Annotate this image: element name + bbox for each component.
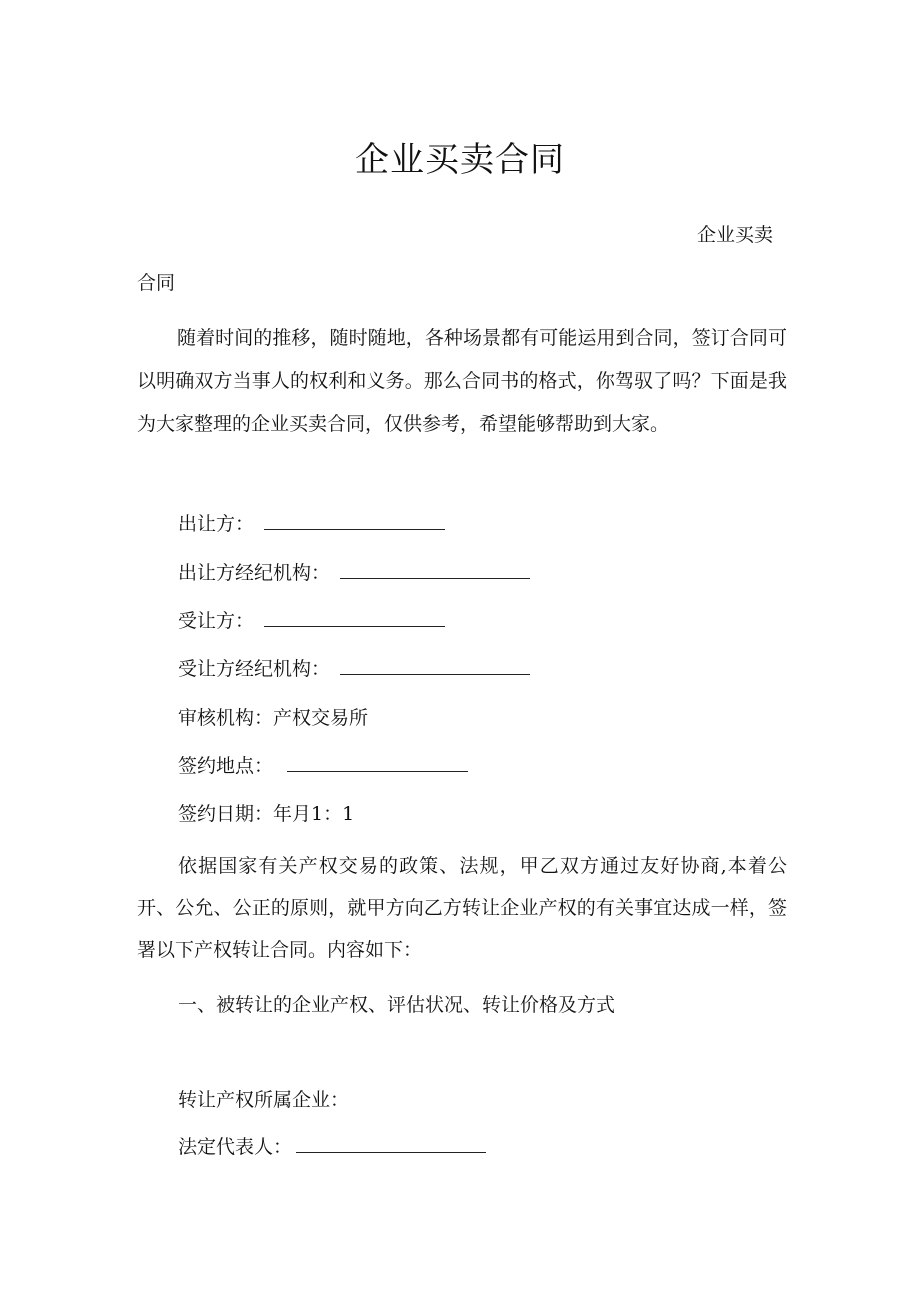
transferee-field [178, 606, 445, 636]
legal-rep-blank-line[interactable] [296, 1134, 486, 1153]
subtitle-line-1: 企业买卖 [697, 224, 774, 246]
legal-rep-field [178, 1132, 486, 1162]
transferee-blank-line[interactable] [264, 608, 445, 627]
document-title: 企业买卖合同 [355, 140, 565, 180]
transferor-field [178, 509, 445, 539]
intro-paragraph: 随着时间的推移，随时随地，各种场景都有可能运用到合同，签订合同可以明确双方当事人的权利和义务。那么合同书的格式，你驾驭了吗？下面是我为大家整理的企业买卖合同，仅供参考，希望能够帮助到大家。 [137, 327, 787, 435]
terms-paragraph: 依据国家有关产权交易的政策、法规，甲乙双方通过友好协商,本着公开、公允、公正的原则，就甲方向乙方转让企业产权的有关事宜达成一样，签署以下产权转让合同。内容如下： [137, 855, 787, 961]
transferee-agency-label: 受让方经纪机构： [178, 658, 331, 680]
sign-place-label: 签约地点： [178, 755, 274, 777]
transferor-blank-line[interactable] [264, 511, 445, 530]
transferor-label: 出让方： [178, 513, 255, 535]
audit-org-field: 审核机构：产权交易所 [178, 707, 369, 729]
section-1-heading: 一、被转让的企业产权、评估状况、转让价格及方式 [178, 994, 616, 1016]
sign-date-field: 签约日期：年月1：1 [178, 803, 355, 825]
transferee-agency-field [178, 654, 530, 684]
legal-rep-label: 法定代表人： [178, 1136, 293, 1158]
enterprise-field: 转让产权所属企业： [178, 1089, 350, 1111]
transferor-agency-label: 出让方经纪机构： [178, 562, 331, 584]
sign-place-blank-line[interactable] [287, 753, 468, 772]
transferor-agency-blank-line[interactable] [340, 560, 530, 579]
subtitle-line-2: 合同 [137, 272, 176, 294]
transferee-agency-blank-line[interactable] [340, 656, 530, 675]
sign-place-field [178, 751, 468, 781]
transferor-agency-field [178, 558, 530, 588]
transferee-label: 受让方： [178, 610, 255, 632]
